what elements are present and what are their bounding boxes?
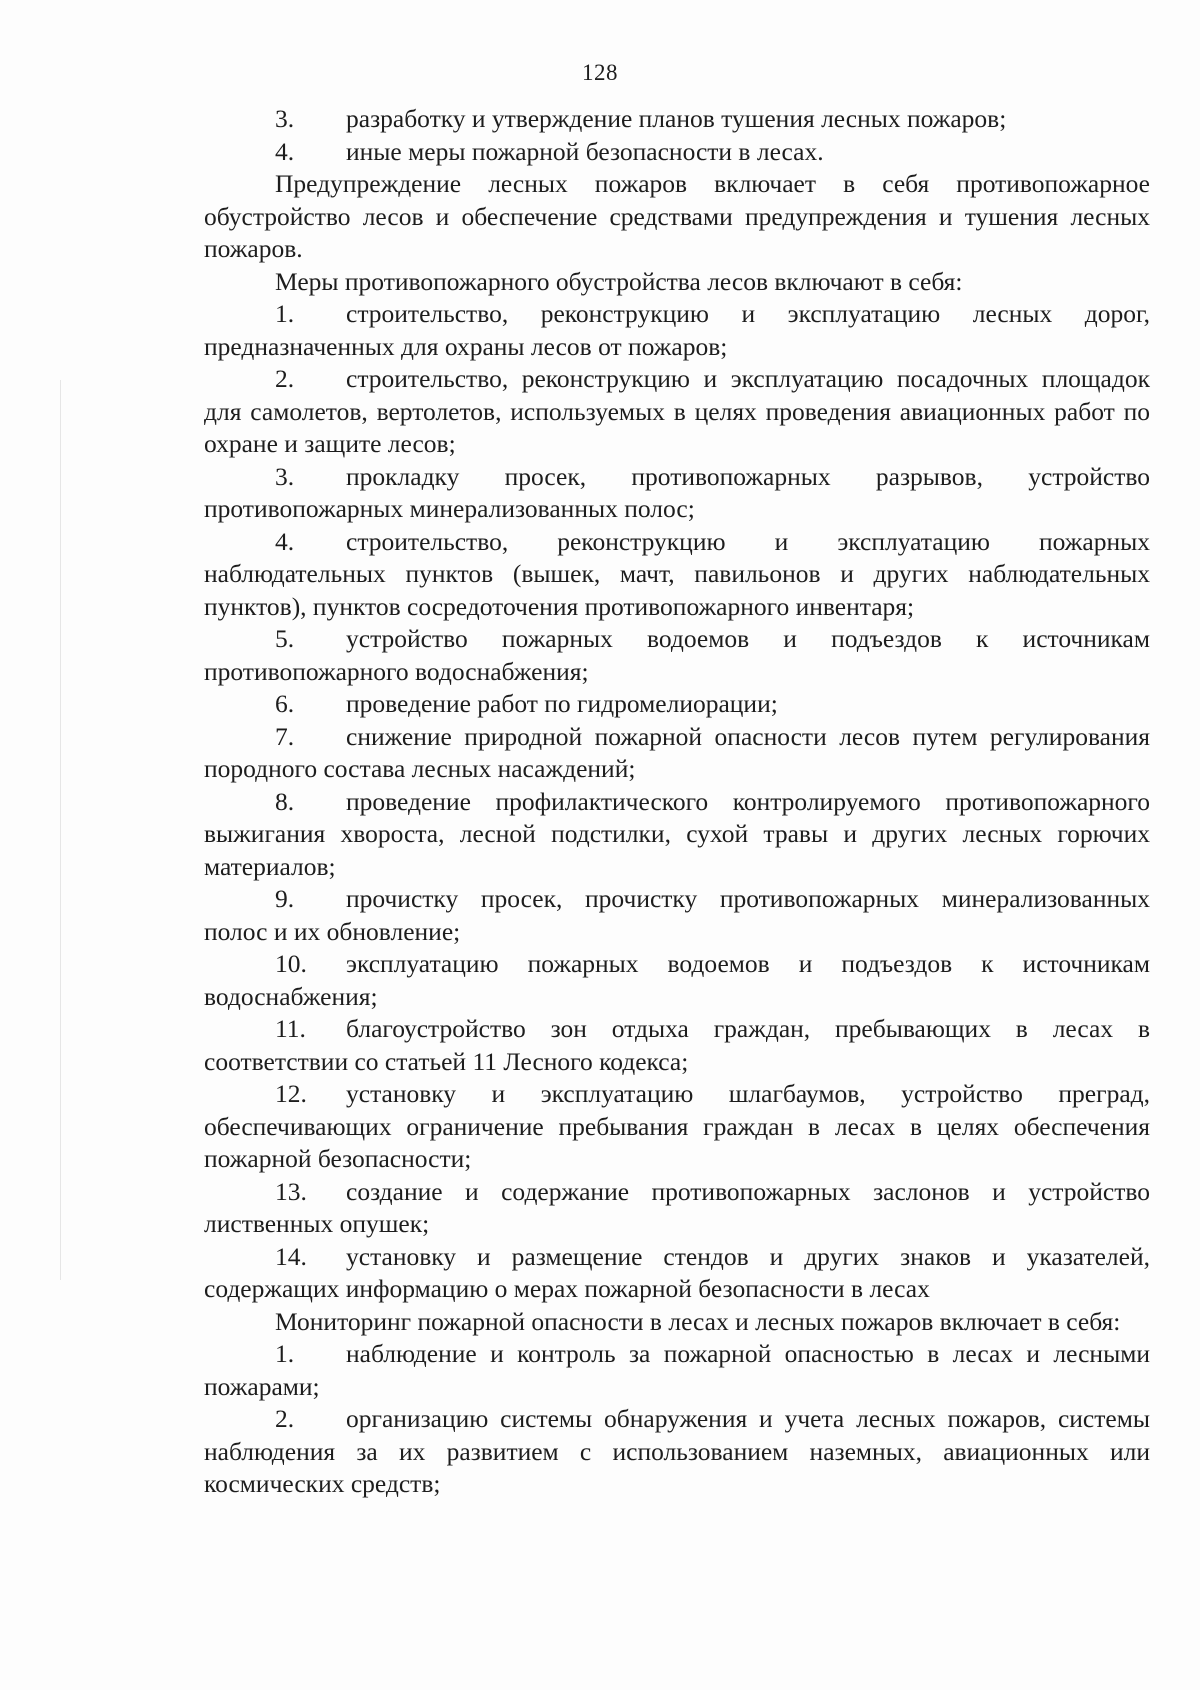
list-item-number: 6. bbox=[275, 689, 295, 718]
list-item bbox=[204, 1013, 1150, 1078]
paragraph-text: наблюдение и контроль за пожарной опасностью в лесах и лесными пожарами; bbox=[204, 1339, 1150, 1401]
list-item-number: 1. bbox=[275, 1339, 295, 1368]
list-item-number: 3. bbox=[275, 104, 295, 133]
paragraph-text: благоустройство зон отдыха граждан, пребывающих в лесах в соответствии со статьей 11 Лесного кодекса; bbox=[204, 1014, 1150, 1076]
list-item bbox=[204, 1176, 1150, 1241]
page-number: 128 bbox=[582, 60, 618, 85]
paragraph-text: проведение профилактического контролируемого противопожарного выжигания хвороста, лесной подстилки, сухой травы и других лесных горючих материалов; bbox=[204, 786, 1150, 881]
paragraph-text: прочистку просек, прочистку противопожарных минерализованных полос и их обновление; bbox=[204, 884, 1150, 946]
list-item-number: 4. bbox=[275, 526, 295, 556]
list-item bbox=[204, 948, 1150, 1013]
scan-edge-mark bbox=[60, 380, 61, 1280]
list-item-number: 1. bbox=[275, 299, 295, 328]
list-item-number: 2. bbox=[275, 364, 295, 393]
list-item-number: 5. bbox=[275, 624, 295, 653]
list-item-number: 7. bbox=[275, 721, 295, 751]
document-body bbox=[204, 103, 1150, 1501]
paragraph-text: разработку и утверждение планов тушения лесных пожаров; bbox=[346, 104, 1007, 133]
paragraph-text: установку и размещение стендов и других знаков и указателей, содержащих информацию о мерах пожарной безопасности в лесах bbox=[204, 1241, 1150, 1303]
list-item-number: 14. bbox=[275, 1241, 307, 1271]
paragraph bbox=[204, 168, 1150, 266]
list-item bbox=[204, 363, 1150, 461]
paragraph-text: эксплуатацию пожарных водоемов и подъездов к источникам водоснабжения; bbox=[204, 949, 1150, 1011]
list-item-number: 10. bbox=[275, 949, 307, 978]
paragraph-text: установку и эксплуатацию шлагбаумов, устройство преград, обеспечивающих ограничение пребывания граждан в лесах в целях обеспечения пожарной безопасности; bbox=[204, 1079, 1150, 1173]
paragraph-text: Предупреждение лесных пожаров включает в себя противопожарное обустройство лесов и обеспечение средствами предупреждения и тушения лесных пожаров. bbox=[204, 169, 1150, 263]
paragraph-text: создание и содержание противопожарных заслонов и устройство лиственных опушек; bbox=[204, 1176, 1150, 1238]
list-item bbox=[204, 461, 1150, 526]
list-item bbox=[204, 1078, 1150, 1176]
list-item bbox=[204, 623, 1150, 688]
list-item bbox=[204, 1338, 1150, 1403]
paragraph-text: строительство, реконструкцию и эксплуатацию лесных дорог, предназначенных для охраны лесов от пожаров; bbox=[204, 299, 1150, 361]
paragraph-text: строительство, реконструкцию и эксплуатацию пожарных наблюдательных пунктов (вышек, мачт, павильонов и других наблюдательных пунктов), пунктов сосредоточения противопожарного инвентаря; bbox=[204, 526, 1150, 621]
paragraph-text: проведение работ по гидромелиорации; bbox=[346, 689, 778, 718]
paragraph-text: устройство пожарных водоемов и подъездов к источникам противопожарного водоснабжения; bbox=[204, 624, 1150, 686]
paragraph bbox=[204, 266, 1150, 299]
paragraph-text: организацию системы обнаружения и учета лесных пожаров, системы наблюдения за их развитием с использованием наземных, авиационных или космических средств; bbox=[204, 1404, 1150, 1498]
list-item bbox=[204, 298, 1150, 363]
list-item-number: 11. bbox=[275, 1014, 306, 1043]
paragraph-text: Меры противопожарного обустройства лесов включают в себя: bbox=[275, 266, 963, 296]
paragraph-text: строительство, реконструкцию и эксплуатацию посадочных площадок для самолетов, вертолетов, используемых в целях проведения авиационных работ по охране и защите лесов; bbox=[204, 364, 1150, 458]
paragraph-text: Мониторинг пожарной опасности в лесах и лесных пожаров включает в себя: bbox=[275, 1306, 1121, 1336]
list-item bbox=[204, 786, 1150, 884]
list-item bbox=[204, 1403, 1150, 1501]
list-item-number: 13. bbox=[275, 1176, 307, 1206]
list-item-number: 8. bbox=[275, 786, 295, 816]
list-item bbox=[204, 526, 1150, 624]
list-item bbox=[204, 688, 1150, 721]
paragraph bbox=[204, 1306, 1150, 1339]
list-item bbox=[204, 1241, 1150, 1306]
paragraph-text: иные меры пожарной безопасности в лесах. bbox=[346, 136, 824, 166]
paragraph-text: снижение природной пожарной опасности лесов путем регулирования породного состава лесных насаждений; bbox=[204, 721, 1150, 783]
list-item-number: 2. bbox=[275, 1404, 295, 1433]
list-item-number: 9. bbox=[275, 884, 295, 913]
list-item-number: 4. bbox=[275, 136, 295, 166]
list-item bbox=[204, 136, 1150, 169]
paragraph-text: прокладку просек, противопожарных разрывов, устройство противопожарных минерализованных полос; bbox=[204, 461, 1150, 523]
list-item-number: 3. bbox=[275, 461, 295, 491]
list-item bbox=[204, 883, 1150, 948]
list-item-number: 12. bbox=[275, 1079, 307, 1108]
list-item bbox=[204, 721, 1150, 786]
list-item bbox=[204, 103, 1150, 136]
